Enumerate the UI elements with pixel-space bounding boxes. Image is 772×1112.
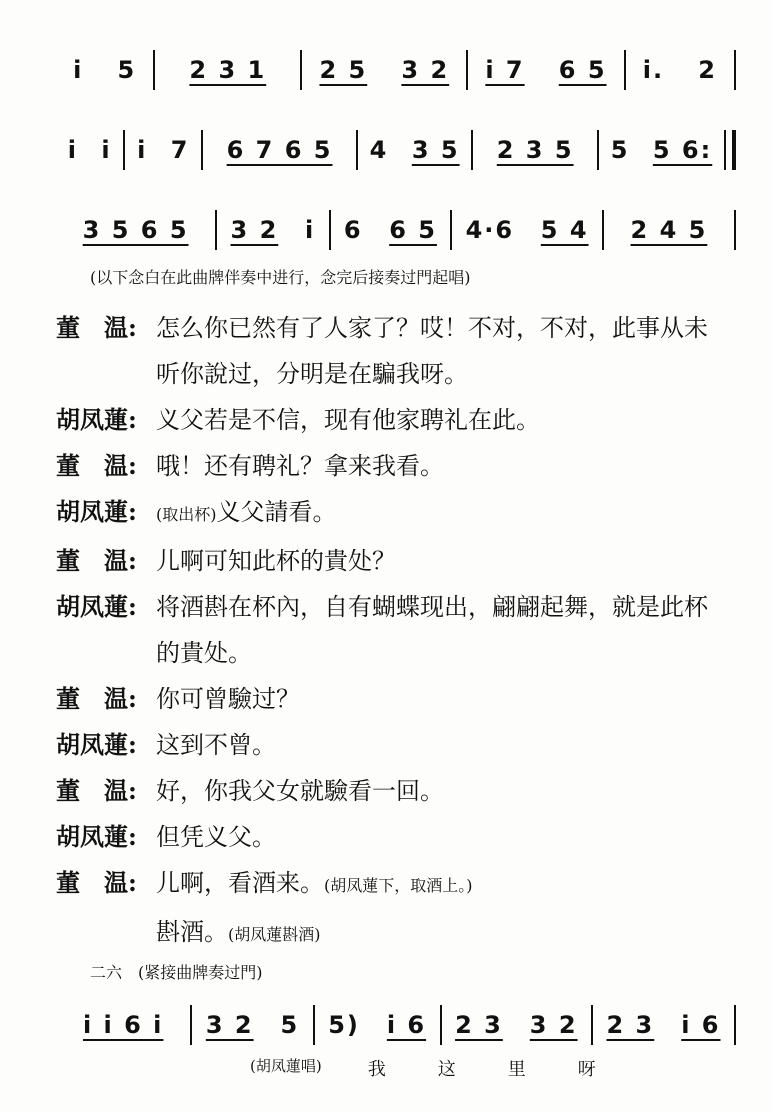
- note-group: 4: [369, 136, 389, 164]
- speech-words: 将酒斟在杯內，自有蝴蝶现出，翩翩起舞，就是此杯: [156, 593, 708, 621]
- note-group: 2 3 1: [189, 56, 267, 84]
- score-row-3: [56, 190, 736, 260]
- note-group: 3 2: [529, 1011, 578, 1039]
- speech-text: [156, 909, 756, 958]
- speech-words: 儿啊可知此杯的貴处？: [156, 547, 396, 575]
- end-bar-line: [734, 50, 736, 90]
- note-group: 6 7 6 5: [226, 136, 333, 164]
- note-group: 5): [328, 1011, 360, 1039]
- measure: [331, 210, 451, 250]
- dialogue-line: [56, 860, 756, 909]
- speech-words: 义父請看。: [216, 498, 337, 526]
- note-group: 2 5: [319, 56, 368, 84]
- speaker-name: 胡凤蓮:: [56, 405, 137, 434]
- score-row-1-cells: [56, 50, 736, 90]
- note-group: 5: [280, 1011, 300, 1039]
- measure: [315, 1005, 440, 1045]
- speech-text: [156, 397, 756, 443]
- speech-text: [156, 443, 756, 489]
- stage-direction: (胡凤蓮斟酒): [228, 925, 321, 944]
- measure: [56, 130, 123, 170]
- score-row-4-cells: [56, 1005, 736, 1045]
- dialogue-line: [56, 305, 756, 351]
- speaker-name: 董 温:: [56, 776, 137, 805]
- note-group: 5: [117, 56, 137, 84]
- speech-text: [156, 722, 756, 768]
- speech-words: 怎么你已然有了人家了？哎！不对，不对，此事从未: [156, 314, 708, 342]
- note-group: i: [73, 56, 84, 84]
- dialogue-line: [56, 538, 756, 584]
- speaker-name: 胡凤蓮:: [56, 730, 137, 759]
- speech-text: [156, 860, 756, 909]
- note-group: 2 3 5: [496, 136, 574, 164]
- measure: [302, 50, 466, 90]
- speech-words: 哦！还有聘礼？拿来我看。: [156, 452, 444, 480]
- speech-words: 这到不曾。: [156, 731, 276, 759]
- speech-text: [156, 538, 756, 584]
- score-row-3-cells: [56, 210, 736, 250]
- score-row-1: [56, 30, 736, 100]
- speech-text: [156, 814, 756, 860]
- note-group: 6 5: [558, 56, 607, 84]
- note-group: 2 4 5: [630, 216, 708, 244]
- note-group: 3 2: [401, 56, 450, 84]
- measure: [203, 130, 356, 170]
- measure: [593, 1005, 734, 1045]
- measure: [56, 1005, 190, 1045]
- speech-text: [156, 584, 756, 630]
- speech-words: 但凭义父。: [156, 823, 276, 851]
- lyric-word: 我: [367, 1059, 386, 1080]
- note-group: 2 3: [455, 1011, 503, 1039]
- note-group: 3 5: [411, 136, 460, 164]
- note-group: 5 6:: [652, 136, 713, 164]
- note-group: i: [137, 136, 148, 164]
- note-group: i: [101, 136, 112, 164]
- note-group: 3 5 6 5: [82, 216, 189, 244]
- measure: [56, 50, 153, 90]
- dialogue-line: [56, 489, 756, 538]
- speaker-name: 胡凤蓮:: [56, 497, 137, 526]
- note-group: i: [304, 216, 316, 244]
- speech-text: [156, 768, 756, 814]
- measure: [452, 210, 602, 250]
- speaker-name: 胡凤蓮:: [56, 592, 137, 621]
- note-group: 2: [698, 56, 717, 84]
- speaker-name: [56, 909, 156, 958]
- speech-words: 你可曾驗过？: [156, 685, 300, 713]
- measure: [599, 130, 724, 170]
- note-group: 4·6: [465, 216, 515, 244]
- dialogue-line: [56, 584, 756, 630]
- measure: [473, 130, 597, 170]
- measure: [442, 1005, 591, 1045]
- note-group: 3 2: [230, 216, 279, 244]
- measure: [358, 130, 471, 170]
- note-group: i 6: [386, 1011, 427, 1039]
- speaker-name: 董 温:: [56, 313, 137, 342]
- lyrics: [250, 1055, 650, 1081]
- speech-text: [156, 305, 756, 351]
- stage-direction: (胡凤蓮下，取酒上。): [324, 876, 473, 895]
- speech-words: 儿啊，看酒来。: [156, 869, 324, 897]
- stage-direction: (取出杯): [156, 505, 217, 524]
- note-group: 7: [170, 136, 190, 164]
- dialogue-line: [56, 814, 756, 860]
- speaker-name: 董 温:: [56, 868, 137, 897]
- lyric-word: 这: [437, 1059, 456, 1080]
- note-group: 5: [610, 136, 630, 164]
- note-group: i.: [642, 56, 665, 84]
- dialogue-line: [56, 768, 756, 814]
- note-group: i: [67, 136, 78, 164]
- measure: [604, 210, 734, 250]
- dialogue: [56, 305, 756, 958]
- speaker-name: 董 温:: [56, 546, 137, 575]
- note-group: 5 4: [540, 216, 589, 244]
- speaker-name: 董 温:: [56, 451, 137, 480]
- lyrics-singer: (胡凤蓮唱): [250, 1057, 322, 1075]
- measure: [192, 1005, 312, 1045]
- dialogue-line: [56, 443, 756, 489]
- speech-text: [156, 489, 756, 538]
- note-group: 3 2: [205, 1011, 254, 1039]
- score-row-4: [56, 985, 736, 1055]
- speech-words: 义父若是不信，现有他家聘礼在此。: [156, 406, 540, 434]
- speaker-name: 董 温:: [56, 684, 137, 713]
- note-group: 6: [343, 216, 363, 244]
- score-row-2: [56, 110, 736, 180]
- lyric-word: 里: [507, 1059, 526, 1080]
- note-group: i i 6 i: [82, 1011, 164, 1039]
- measure: [626, 50, 734, 90]
- measure: [217, 210, 328, 250]
- note-group: i 7: [485, 56, 525, 84]
- note-group: i 6: [681, 1011, 721, 1039]
- speech-words: 斟酒。: [156, 918, 228, 946]
- measure: [56, 210, 215, 250]
- measure: [155, 50, 300, 90]
- stage-note: (以下念白在此曲牌伴奏中进行，念完后接奏过門起唱): [90, 268, 471, 287]
- speech-text: [156, 676, 756, 722]
- measure: [125, 130, 201, 170]
- end-bar-line: [734, 210, 736, 250]
- speech-continuation: 的貴处。: [156, 639, 252, 667]
- dialogue-line: [56, 676, 756, 722]
- note-group: 2 3: [606, 1011, 655, 1039]
- speech-continuation: 听你說过，分明是在騙我呀。: [156, 360, 468, 388]
- speech-words: 好，你我父女就驗看一回。: [156, 777, 444, 805]
- end-bar-line: [734, 1005, 736, 1045]
- dialogue-line: [56, 722, 756, 768]
- speaker-name: 胡凤蓮:: [56, 822, 137, 851]
- measure: [468, 50, 623, 90]
- score-row-2-cells: [56, 130, 736, 170]
- dialogue-line: [56, 909, 756, 958]
- section-label: 二六 (紧接曲牌奏过門): [90, 963, 263, 982]
- repeat-end-bar: [724, 130, 736, 170]
- lyric-word: 呀: [577, 1059, 596, 1080]
- dialogue-line: [56, 397, 756, 443]
- note-group: 6 5: [389, 216, 437, 244]
